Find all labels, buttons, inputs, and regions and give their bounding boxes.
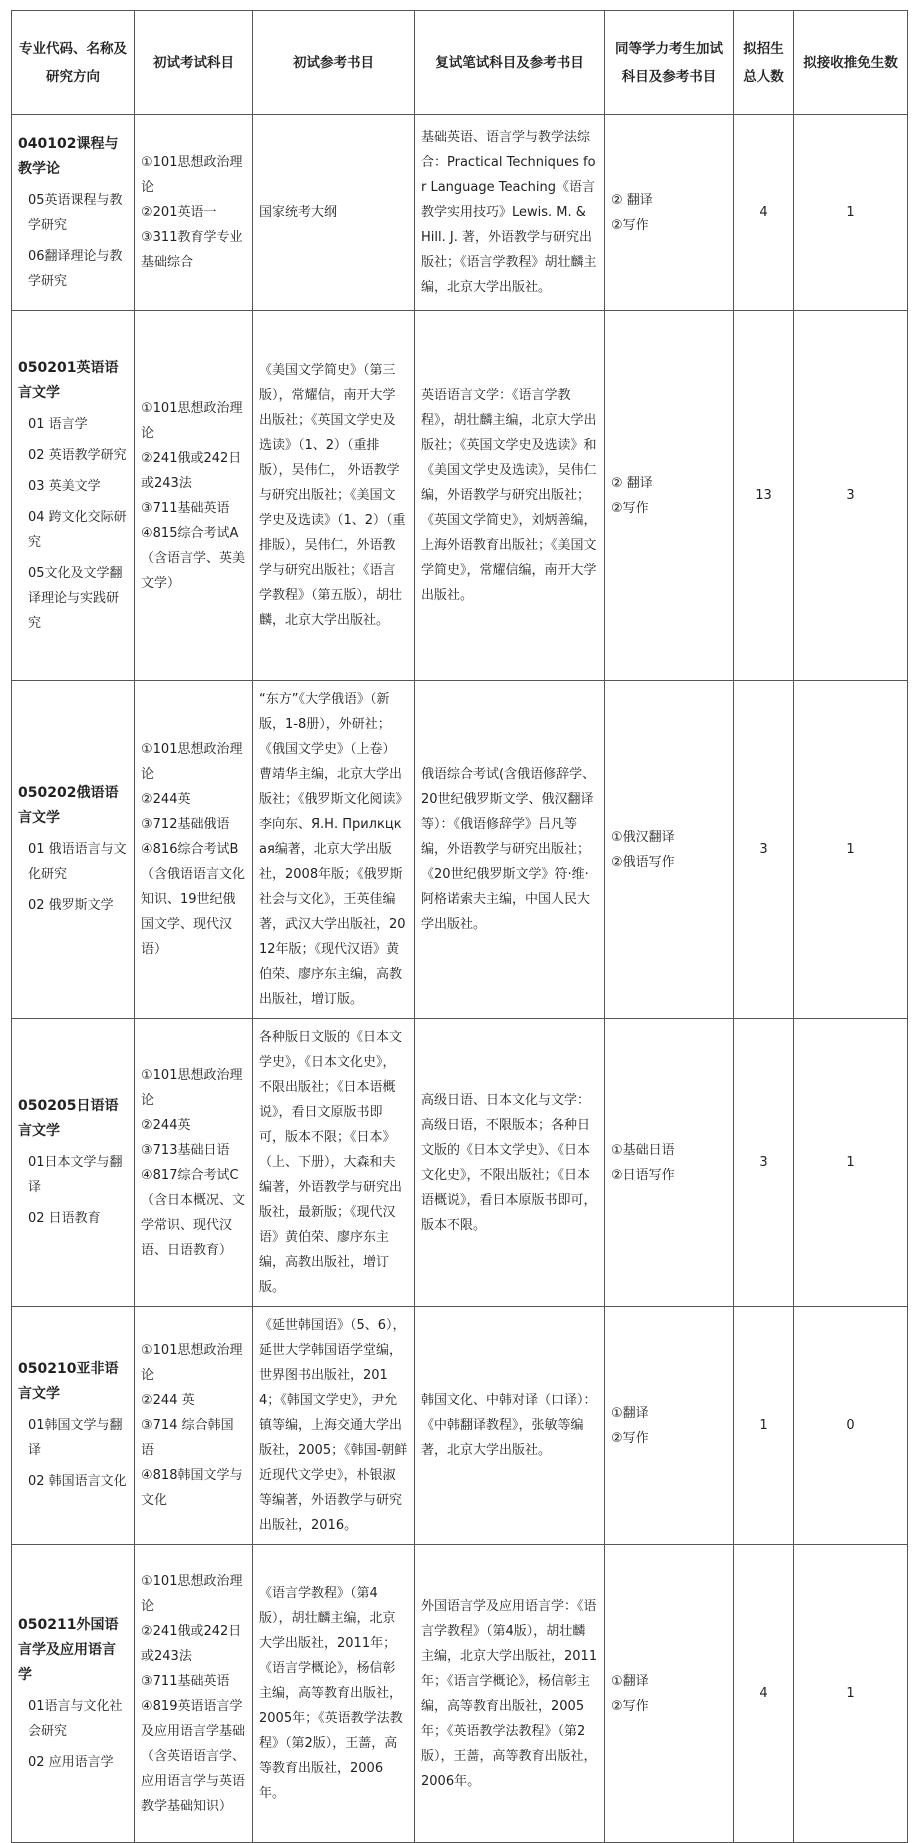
exam-subject: ①101思想政治理论: [141, 1067, 243, 1108]
exempt-cell: 3: [794, 311, 908, 681]
exam-subject: ④818韩国文学与文化: [141, 1468, 243, 1508]
direction: 01 俄语语言与文化研究: [28, 842, 127, 882]
major-name: 040102课程与教学论: [18, 135, 119, 177]
table-row: [12, 1307, 908, 1545]
exam-subject: ④815综合考试A（含语言学、英美文学）: [141, 525, 246, 591]
direction: 01语言与文化社会研究: [28, 1698, 123, 1739]
retest-cell: 基础英语、语言学与教学法综合：Practical Techniques for Language Teaching《语言教学实用技巧》Lewis. M. & Hill. J. 著，外语教学与研究出版社；《语言学教程》胡壮麟主编，北京大学出版社。: [415, 115, 605, 311]
equivalent-item: ②写作: [611, 500, 649, 516]
header-exempt: 拟接收推免生数: [794, 11, 908, 115]
exam-subject: ③714 综合韩国语: [141, 1418, 234, 1458]
exam-subjects-cell: [135, 311, 253, 681]
total-cell: 4: [734, 1545, 794, 1843]
exam-subject: ②244英: [141, 1117, 191, 1133]
table-row: [12, 115, 908, 311]
books-cell: 《语言学教程》（第4版），胡壮麟主编，北京大学出版社，2011年；《语言学概论》，杨信彰主编，高等教育出版社，2005年；《英语教学法教程》（第2版），王蔷，高等教育出版社，2006年。: [253, 1545, 415, 1843]
exam-subject: ③713基础日语: [141, 1142, 230, 1158]
exam-subject: ①101思想政治理论: [141, 742, 243, 782]
equivalent-cell: [605, 115, 734, 311]
direction: 05英语课程与教学研究: [28, 192, 123, 233]
direction: 06翻译理论与教学研究: [28, 248, 123, 289]
exempt-cell: 0: [794, 1307, 908, 1545]
direction: 05文化及文学翻译理论与实践研究: [28, 565, 123, 631]
header-books: 初试参考书目: [253, 11, 415, 115]
equivalent-cell: [605, 1307, 734, 1545]
exam-subject: ②241俄或242日或243法: [141, 450, 242, 491]
equivalent-cell: [605, 681, 734, 1019]
equivalent-item: ①基础日语: [611, 1142, 675, 1158]
header-total: 拟招生总人数: [734, 11, 794, 115]
exam-subject: ①101思想政治理论: [141, 1573, 243, 1614]
major-cell: [12, 681, 135, 1019]
exam-subject: ③712基础俄语: [141, 817, 230, 832]
equivalent-item: ② 翻译: [611, 475, 653, 491]
exam-subjects-cell: [135, 1019, 253, 1307]
equivalent-cell: [605, 1545, 734, 1843]
equivalent-item: ②写作: [611, 1430, 649, 1446]
table-row: [12, 681, 908, 1019]
header-exam-subjects: 初试考试科目: [135, 11, 253, 115]
equivalent-item: ①翻译: [611, 1673, 649, 1689]
exam-subjects-cell: [135, 681, 253, 1019]
exam-subject: ③311教育学专业基础综合: [141, 230, 243, 270]
equivalent-item: ①翻译: [611, 1405, 649, 1421]
exempt-cell: 1: [794, 115, 908, 311]
exam-subject: ①101思想政治理论: [141, 1343, 243, 1383]
table-row: [12, 311, 908, 681]
equivalent-item: ①俄汉翻译: [611, 829, 675, 845]
exam-subject: ③711基础英语: [141, 1673, 230, 1689]
header-major: 专业代码、名称及研究方向: [12, 11, 135, 115]
equivalent-item: ②写作: [611, 1698, 649, 1714]
header-row: [12, 11, 908, 115]
direction: 02 英语教学研究: [28, 447, 127, 463]
major-cell: [12, 311, 135, 681]
table-row: [12, 1545, 908, 1843]
major-name: 050201英语语言文学: [18, 359, 119, 401]
exam-subjects-cell: [135, 1307, 253, 1545]
direction: 02 俄罗斯文学: [28, 898, 114, 913]
major-cell: [12, 1545, 135, 1843]
direction: 04 跨文化交际研究: [28, 509, 127, 550]
major-cell: [12, 1307, 135, 1545]
direction: 01日本文学与翻译: [28, 1155, 123, 1195]
exam-subject: ④817综合考试C（含日本概况、文学常识、现代汉语、日语教育）: [141, 1167, 246, 1258]
major-cell: [12, 115, 135, 311]
admissions-table: [11, 10, 908, 1843]
exam-subject: ②241俄或242日或243法: [141, 1623, 242, 1664]
major-cell: [12, 1019, 135, 1307]
direction: 01 语言学: [28, 416, 88, 432]
table-row: [12, 1019, 908, 1307]
direction: 02 应用语言学: [28, 1754, 114, 1770]
equivalent-cell: [605, 311, 734, 681]
exam-subject: ①101思想政治理论: [141, 155, 243, 195]
exempt-cell: 1: [794, 681, 908, 1019]
exam-subjects-cell: [135, 1545, 253, 1843]
exam-subject: ③711基础英语: [141, 500, 230, 516]
direction: 03 英美文学: [28, 478, 101, 494]
retest-cell: 韩国文化、中韩对译（口译）：《中韩翻译教程》，张敏等编著，北京大学出版社。: [415, 1307, 605, 1545]
exam-subjects-cell: [135, 115, 253, 311]
exam-subject: ②201英语一: [141, 205, 217, 220]
direction: 02 日语教育: [28, 1211, 101, 1226]
total-cell: 3: [734, 681, 794, 1019]
retest-cell: 俄语综合考试(含俄语修辞学、20世纪俄罗斯文学、俄汉翻译等）：《俄语修辞学》吕凡等编，外语教学与研究出版社；《20世纪俄罗斯文学》符·维·阿格诺索夫主编，中国人民大学出版社。: [415, 681, 605, 1019]
table-body: [12, 115, 908, 1843]
retest-cell: 高级日语、日本文化与文学：高级日语，不限版本；各种日文版的《日本文学史》、《日本文化史》，不限出版社；《日本语概说》，看日本原版书即可，版本不限。: [415, 1019, 605, 1307]
exam-subject: ②244 英: [141, 1393, 195, 1408]
exam-subject: ④819英语语言学及应用语言学基础（含英语语言学、应用语言学与英语教学基础知识）: [141, 1698, 246, 1814]
total-cell: 3: [734, 1019, 794, 1307]
equivalent-cell: [605, 1019, 734, 1307]
exam-subject: ④816综合考试B（含俄语语言文化知识、19世纪俄国文学、现代汉语）: [141, 842, 246, 957]
total-cell: 13: [734, 311, 794, 681]
equivalent-item: ②日语写作: [611, 1167, 675, 1183]
exempt-cell: 1: [794, 1545, 908, 1843]
total-cell: 4: [734, 115, 794, 311]
major-name: 050202俄语语言文学: [18, 785, 119, 826]
books-cell: 国家统考大纲: [253, 115, 415, 311]
books-cell: 《延世韩国语》（5、6），延世大学韩国语学堂编，世界图书出版社，2014；《韩国文学史》，尹允镇等编，上海交通大学出版社，2005；《韩国-朝鲜近现代文学史》，朴银淑等编著，外语教学与研究出版社，2016。: [253, 1307, 415, 1545]
books-cell: 《美国文学简史》（第三版），常耀信，南开大学出版社；《英国文学史及选读》（1、2）（重排版），吴伟仁， 外语教学与研究出版社；《美国文学史及选读》（1、2）（重排版），吴伟仁，外语教学与研究出版社；《语言学教程》（第五版），胡壮麟，北京大学出版社。: [253, 311, 415, 681]
exempt-cell: 1: [794, 1019, 908, 1307]
books-cell: 各种版日文版的《日本文学史》，《日本文化史》，不限出版社；《日本语概说》，看日文原版书即可，版本不限；《日本》（上、下册），大森和夫编著，外语教学与研究出版社，最新版；《现代汉语》黄伯荣、廖序东主编，高教出版社，增订版。: [253, 1019, 415, 1307]
retest-cell: 外国语言学及应用语言学：《语言学教程》（第4版），胡壮麟主编，北京大学出版社，2011年；《语言学概论》，杨信彰主编，高等教育出版社，2005年；《英语教学法教程》（第2版），王蔷，高等教育出版社，2006年。: [415, 1545, 605, 1843]
direction: 02 韩国语言文化: [28, 1474, 127, 1489]
exam-subject: ①101思想政治理论: [141, 400, 243, 441]
equivalent-item: ② 翻译: [611, 192, 653, 208]
exam-subject: ②244英: [141, 792, 191, 807]
header-retest: 复试笔试科目及参考书目: [415, 11, 605, 115]
total-cell: 1: [734, 1307, 794, 1545]
books-cell: “东方”《大学俄语》（新版，1-8册），外研社；《俄国文学史》（上卷）曹靖华主编，北京大学出版社；《俄罗斯文化阅读》李向东、Я.Н. Прилкцкая编著，北京大学出版社，2008年版；《俄罗斯社会与文化》，王英佳编著，武汉大学出版社，2012年版；《现代汉语》黄伯荣、廖序东主编，高教出版社，增订版。: [253, 681, 415, 1019]
major-name: 050205日语语言文学: [18, 1098, 119, 1139]
major-name: 050211外国语言学及应用语言学: [18, 1616, 119, 1683]
major-name: 050210亚非语言文学: [18, 1361, 119, 1402]
equivalent-item: ②俄语写作: [611, 854, 675, 870]
header-equivalent: 同等学力考生加试科目及参考书目: [605, 11, 734, 115]
direction: 01韩国文学与翻译: [28, 1418, 123, 1458]
retest-cell: 英语语言文学：《语言学教程》，胡壮麟主编，北京大学出版社；《英国文学史及选读》和《美国文学史及选读》，吴伟仁编，外语教学与研究出版社；《英国文学简史》，刘炳善编，上海外语教育出版社；《美国文学简史》，常耀信编，南开大学出版社。: [415, 311, 605, 681]
equivalent-item: ②写作: [611, 217, 649, 233]
